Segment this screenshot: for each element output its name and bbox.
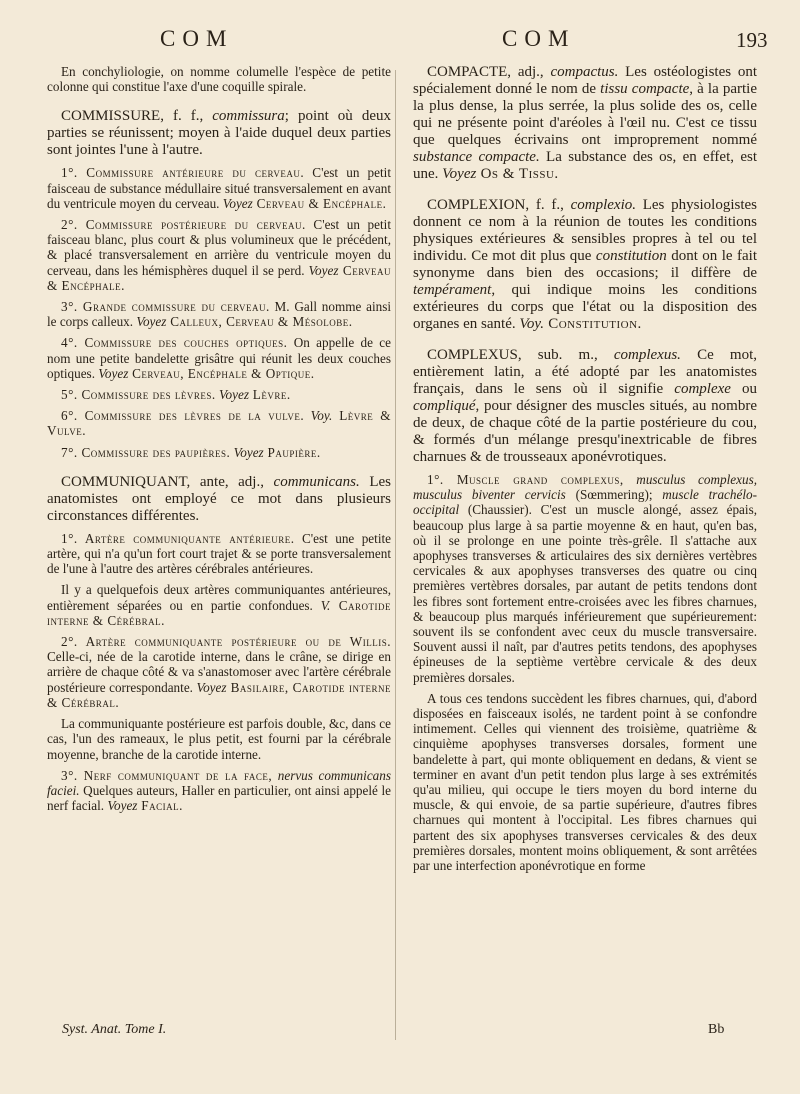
cross-ref-voyez: Voyez	[308, 262, 339, 278]
latin-term: tissu compacte	[600, 81, 690, 97]
footer-volume: Syst. Anat. Tome I.	[62, 1022, 167, 1037]
latin-term: complexio.	[570, 197, 636, 213]
latin-term: commissura	[212, 108, 285, 125]
grammar: f. f.,	[529, 197, 571, 213]
definition: , qui indique moins les conditions extérieures du corps que l'état ou la disposition des organes en santé.	[413, 282, 757, 332]
sub-heading: 6°. Commissure des lèvres de la vulve.	[61, 408, 305, 424]
sub-entry	[47, 299, 391, 329]
cross-ref-voyez: Voy.	[519, 316, 544, 332]
cross-ref: Paupière.	[263, 444, 321, 460]
sub-text: C'est une petite artère, qui n'a qu'un fort court trajet & se porte transversalement de l'une à l'autre des artères cérébrales antérieures.	[47, 530, 392, 577]
sub-heading: 3°. Grande commissure du cerveau.	[61, 299, 270, 315]
sub-entry-continued: La communiquante postérieure est parfois double, &c, dans ce cas, l'un des rameaux, le plus petit, est fourni par la cérébrale moyenne, branche de la carotide interne.	[47, 716, 391, 762]
paragraph-columelle: En conchyliologie, on nomme columelle l'espèce de petite colonne qui constitue l'axe d'une coquille spirale.	[47, 64, 391, 95]
cross-ref-voyez: Voyez	[222, 195, 253, 211]
headword: COMMUNIQUANT,	[61, 473, 191, 490]
cross-ref: Cerveau & Encéphale.	[47, 262, 391, 293]
headword: COMPACTE,	[427, 64, 512, 80]
sub-entry-continued: A tous ces tendons succèdent les fibres charnues, qui, d'abord disposées en faisceaux isolés, ne tardent point à se confondre intimement. Celles qui viennent des troisième, quatrième & cinquième apophyses transverses dorsales, forment une bandelette à part, qui monte obliquement en dedans, & vient se terminer en avant d'un petit tendon plus large à ses extrémités qu'au milieu, qui occupe le tiers moyen du bord interne du muscle, & qui envoie, de sa partie supérieure, d'autres fibres charnues qui montent à l'occipital. Les fibres charnues qui partent des six apophyses transverses cervicales & des deux premières dorsales, montent moins obliquement, & sont arrêtées par une interfection aponévrotique en forme	[413, 690, 757, 874]
sub-text: Il y a quelquefois deux artères communiquantes antérieures, entièrement séparées ou en partie confondues.	[47, 582, 391, 613]
sub-text: C'est un petit faisceau de substance médullaire situé transversalement en avant du ventricule moyen du cerveau.	[47, 165, 392, 211]
cross-ref-voyez: Voyez	[107, 798, 138, 814]
grammar: ante, adj.,	[190, 473, 274, 490]
latin-term: tempérament	[413, 282, 492, 298]
sub-entry	[413, 472, 757, 685]
latin-term: compactus.	[550, 64, 619, 80]
entry-commissure	[47, 108, 391, 159]
headword: COMPLEXION,	[427, 197, 530, 213]
header-right-word: COM	[502, 26, 576, 51]
definition: Les physiologistes donnent ce nom à la réunion de toutes les conditions physiques extérieures & sensibles propres à tel ou tel individu. Ce mot dit plus que	[413, 197, 757, 264]
sub-text: Quelques auteurs, Haller en particulier, ont ainsi appelé le nerf facial.	[47, 782, 391, 814]
cross-ref: Cerveau & Encéphale.	[252, 195, 387, 211]
sub-heading: 1°. Commissure antérieure du cerveau.	[61, 165, 305, 181]
left-column	[47, 64, 391, 819]
entry-communiquant	[47, 474, 391, 525]
running-header	[0, 26, 800, 66]
sub-text: C'est un petit faisceau blanc, plus court & plus volumineux que le précédent, & placé transversalement en arrière du ventricule moyen du cerveau, dans les hémisphères duquel il se perd.	[47, 217, 391, 278]
sub-heading: 1°. Artère communiquante antérieure.	[61, 530, 295, 546]
latin-term: substance compacte.	[413, 149, 540, 165]
sub-entry	[47, 531, 391, 577]
definition: , à la partie la plus dense, la plus serrée, la plus solide des os, celle qui ne présente point d'aréoles à l'œil nu. C'est ce tissu que quelques écrivains ont improprement nommé	[413, 81, 757, 148]
definition: Les anatomistes ont employé ce mot dans plusieurs circonstances différentes.	[47, 473, 391, 524]
cross-ref-voyez: Voyez	[230, 444, 264, 460]
right-column	[413, 64, 757, 879]
sub-heading: 5°. Commissure des lèvres.	[61, 387, 216, 403]
sub-entry-continued	[47, 582, 391, 628]
header-left-word: COM	[160, 26, 234, 51]
sub-entry	[47, 768, 391, 814]
sub-text: (Chaussier). C'est un muscle alongé, assez épais, beaucoup plus large à sa partie moyenne & en haut, qu'en bas, où il se prolonge en une pointe très-grêle. Il s'attache aux apophyses transverses & articulaires des six dernières vertèbres cervicales & aux apophyses transverses des quatre ou cinq premières vertèbres dorsales, par autant de petits tendons dont les fibres sont fortement entre-croisées avec les fibres charnues, & beaucoup plus marqués inférieurement que supérieurement: souvent ils se confondent avec ceux du muscle transversaire. Souvent aussi il naît, par d'autres petits tendons, des apophyses épineuses de la septième vertèbre cervicale & des deux premières dorsales.	[413, 502, 757, 685]
cross-ref: Constitution.	[543, 316, 642, 332]
sub-text: Celle-ci, née de la carotide interne, dans le crâne, se dirige en arrière de chaque côté & va s'anastomoser avec l'artère cérébrale postérieure correspondante.	[47, 649, 391, 695]
sub-entry	[47, 165, 391, 211]
latin-term: communicans.	[273, 473, 360, 490]
sub-entry	[47, 387, 391, 402]
latin-term: nervus communicans faciei.	[47, 767, 391, 798]
definition: dont on le fait synonyme dans bien des occasions; il diffère de	[413, 248, 757, 281]
definition: , pour désigner des muscles situés, au nombre de deux, de chaque côté de la partie postérieure du cou, & formés d'un mélange presqu'inextricable de fibres charnues & de trousseaux aponévrotiques.	[413, 398, 757, 465]
cross-ref-voyez: Voyez	[215, 387, 249, 403]
cross-ref: Calleux, Cerveau & Mésolobe.	[166, 314, 353, 330]
sub-heading: 1°. Muscle grand complexus,	[427, 472, 624, 487]
sub-text: (Sœmmering);	[565, 487, 663, 503]
definition: ; point où deux parties se réunissent; moyen à l'aide duquel deux parties sont jointes l'une à l'autre.	[47, 108, 391, 159]
latin-term: compliqué	[413, 398, 476, 414]
cross-ref: Carotide interne & Cérébral.	[47, 597, 391, 628]
headword: COMPLEXUS,	[427, 347, 522, 363]
sub-entry	[47, 634, 391, 710]
latin-term: musculus complexus, musculus biventer cervicis	[413, 472, 757, 503]
definition: Les ostéologistes ont spécialement donné le nom de	[413, 64, 758, 97]
cross-ref-voyez: Voyez	[98, 365, 129, 381]
signature-mark: Bb	[708, 1022, 725, 1037]
definition: Ce mot, entièrement latin, a été adopté par les anatomistes français, dans le sens où il signifie	[413, 347, 757, 397]
latin-term: complexe	[674, 381, 731, 397]
cross-ref-voyez: Voyez	[442, 166, 477, 182]
grammar: f. f.,	[163, 108, 213, 125]
sub-heading: 2°. Commissure postérieure du cerveau.	[61, 217, 306, 233]
cross-ref-voyez: Voyez	[136, 314, 167, 330]
sub-heading: 4°. Commissure des couches optiques.	[61, 335, 288, 351]
cross-ref: Basilaire, Carotide interne & Cérébral.	[47, 679, 391, 710]
sub-entry	[47, 335, 391, 381]
grammar: sub. m.,	[521, 347, 614, 363]
cross-ref: Facial.	[137, 798, 183, 814]
cross-ref: Cerveau, Encéphale & Optique.	[128, 365, 315, 381]
grammar: adj.,	[511, 64, 551, 80]
cross-ref-voyez: V.	[320, 597, 331, 613]
cross-ref: Lèvre.	[249, 387, 291, 403]
entry-compacte	[413, 64, 757, 183]
sub-heading: 2°. Artère communiquante postérieure ou de Willis.	[61, 634, 391, 650]
latin-term: muscle trachélo-occipital	[413, 487, 757, 518]
latin-term: constitution	[595, 248, 667, 264]
headword: COMMISSURE,	[61, 108, 164, 125]
sub-text: On appelle de ce nom une petite bandelette grisâtre qui réunit les deux couches optiques.	[47, 335, 391, 381]
sub-heading: 7°. Commissure des paupières.	[61, 444, 231, 460]
sub-entry	[47, 217, 391, 293]
entry-complexus	[413, 347, 757, 466]
sub-text: M. Gall nomme ainsi le corps calleux.	[47, 299, 391, 330]
column-divider	[395, 70, 396, 1040]
page-number: 193	[736, 28, 768, 52]
cross-ref-voyez: Voyez	[196, 679, 227, 695]
sub-heading: 3°. Nerf communiquant de la face,	[61, 767, 273, 783]
entry-complexion	[413, 197, 757, 333]
cross-ref: Lèvre & Vulve.	[47, 408, 392, 439]
cross-ref: Os & Tissu.	[476, 166, 559, 182]
cross-ref-voyez: Voy.	[304, 408, 333, 424]
definition: La substance des os, en effet, est une.	[413, 149, 757, 182]
sub-entry	[47, 408, 391, 438]
sub-entry	[47, 445, 391, 460]
definition: ou	[730, 381, 758, 397]
latin-term: complexus.	[613, 347, 681, 363]
